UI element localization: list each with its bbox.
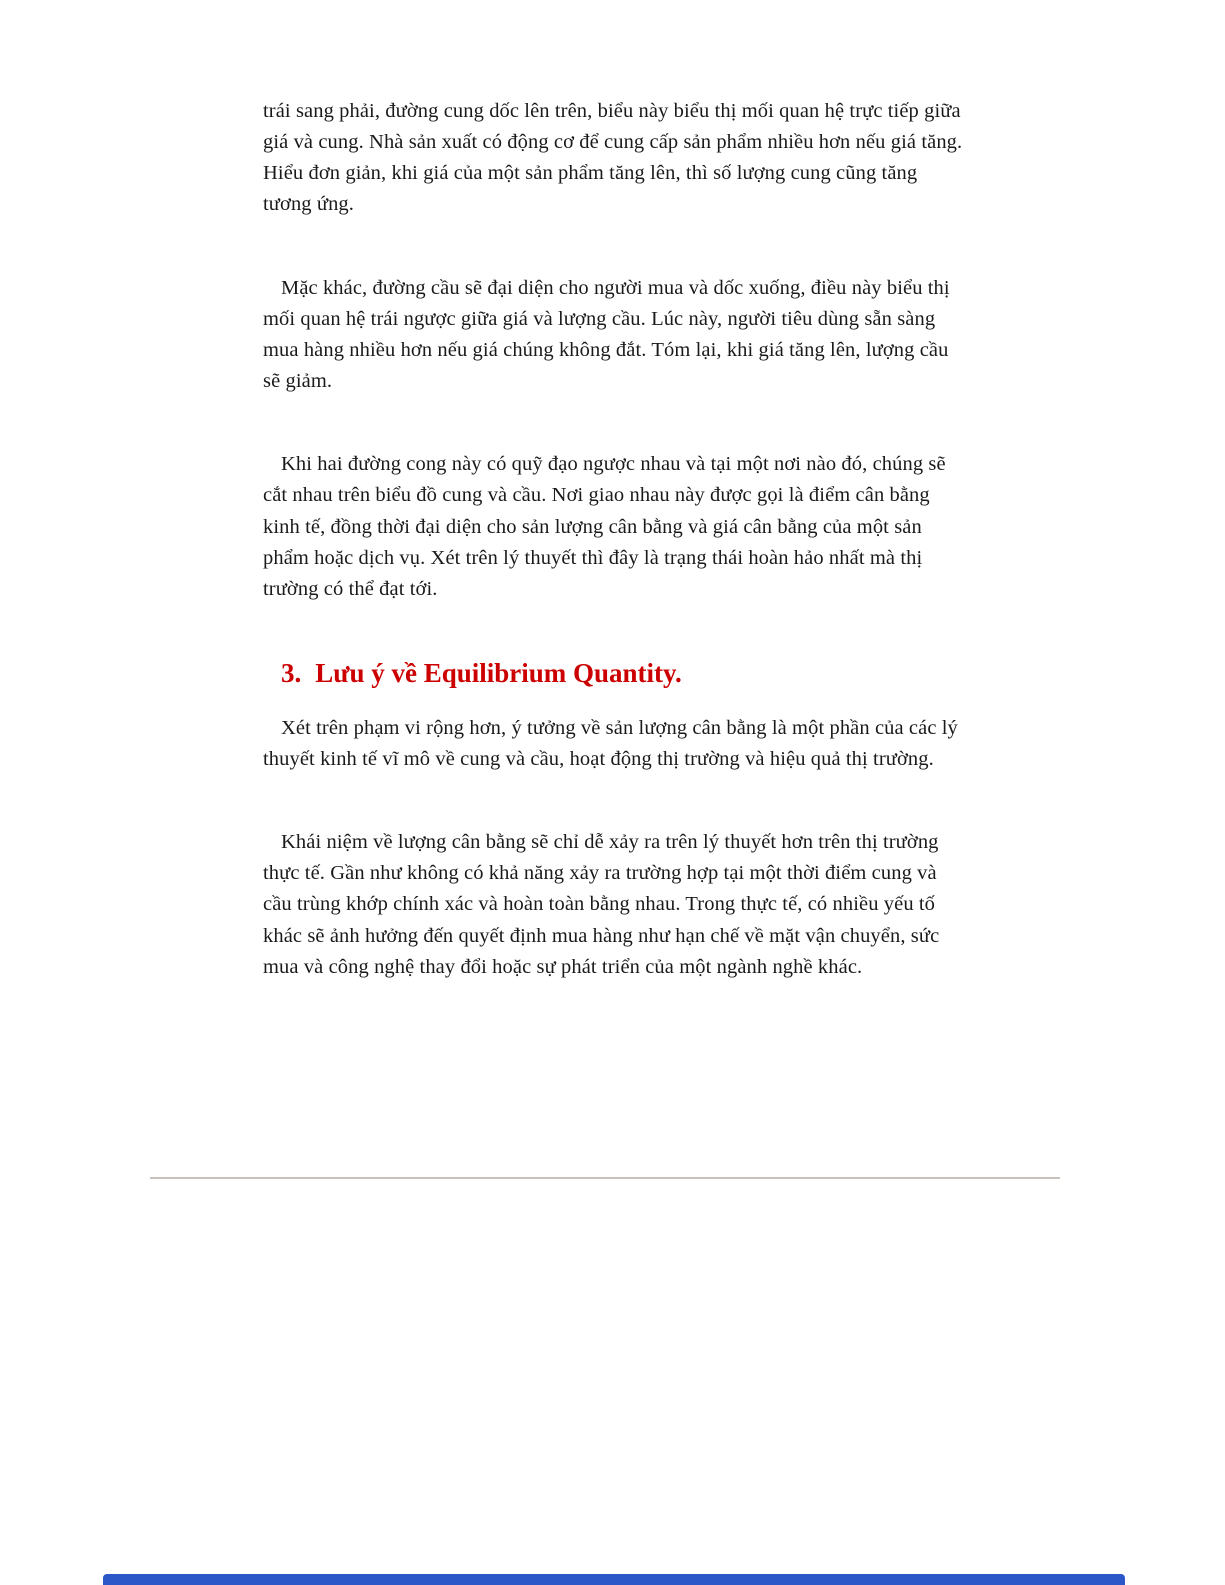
section-number: 3.	[281, 658, 302, 689]
paragraph-theory-vs-reality: Khái niệm về lượng cân bằng sẽ chỉ dễ xảy ra trên lý thuyết hơn trên thị trường thực tế. Gần như không có khả năng xảy ra trường hợp tại một thời điểm cung và cầu trùng khớp chính xác và hoàn toàn bằng nhau. Trong thực tế, có nhiều yếu tố khác sẽ ảnh hưởng đến quyết định mua hàng như hạn chế về mặt vận chuyển, sức mua và công nghệ thay đổi hoặc sự phát triển của một ngành nghề khác.	[263, 831, 940, 978]
section-heading	[281, 657, 963, 691]
paragraph-equilibrium-point: Khi hai đường cong này có quỹ đạo ngược nhau và tại một nơi nào đó, chúng sẽ cắt nhau trên biểu đồ cung và cầu. Nơi giao nhau này được gọi là điểm cân bằng kinh tế, đồng thời đại diện cho sản lượng cân bằng và giá cân bằng của một sản phẩm hoặc dịch vụ. Xét trên lý thuyết thì đây là trạng thái hoàn hảo nhất mà thị trường có thể đạt tới.	[263, 453, 946, 600]
text-column	[263, 96, 963, 1035]
horizontal-divider	[150, 1177, 1060, 1179]
paragraph-supply-curve: trái sang phải, đường cung dốc lên trên, biểu này biểu thị mối quan hệ trực tiếp giữa giá và cung. Nhà sản xuất có động cơ để cung cấp sản phẩm nhiều hơn nếu giá tăng. Hiểu đơn giản, khi giá của một sản phẩm tăng lên, thì số lượng cung cũng tăng tương ứng.	[263, 100, 963, 216]
paragraph-demand-curve: Mặc khác, đường cầu sẽ đại diện cho người mua và dốc xuống, điều này biểu thị mối quan hệ trái ngược giữa giá và lượng cầu. Lúc này, người tiêu dùng sẵn sàng mua hàng nhiều hơn nếu giá chúng không đắt. Tóm lại, khi giá tăng lên, lượng cầu sẽ giảm.	[263, 276, 950, 393]
section-title: Lưu ý về Equilibrium Quantity.	[315, 658, 682, 689]
paragraph-broader-scope: Xét trên phạm vi rộng hơn, ý tưởng về sản lượng cân bằng là một phần của các lý thuyết kinh tế vĩ mô về cung và cầu, hoạt động thị trường và hiệu quả thị trường.	[263, 716, 958, 770]
bottom-blue-bar	[103, 1574, 1125, 1585]
